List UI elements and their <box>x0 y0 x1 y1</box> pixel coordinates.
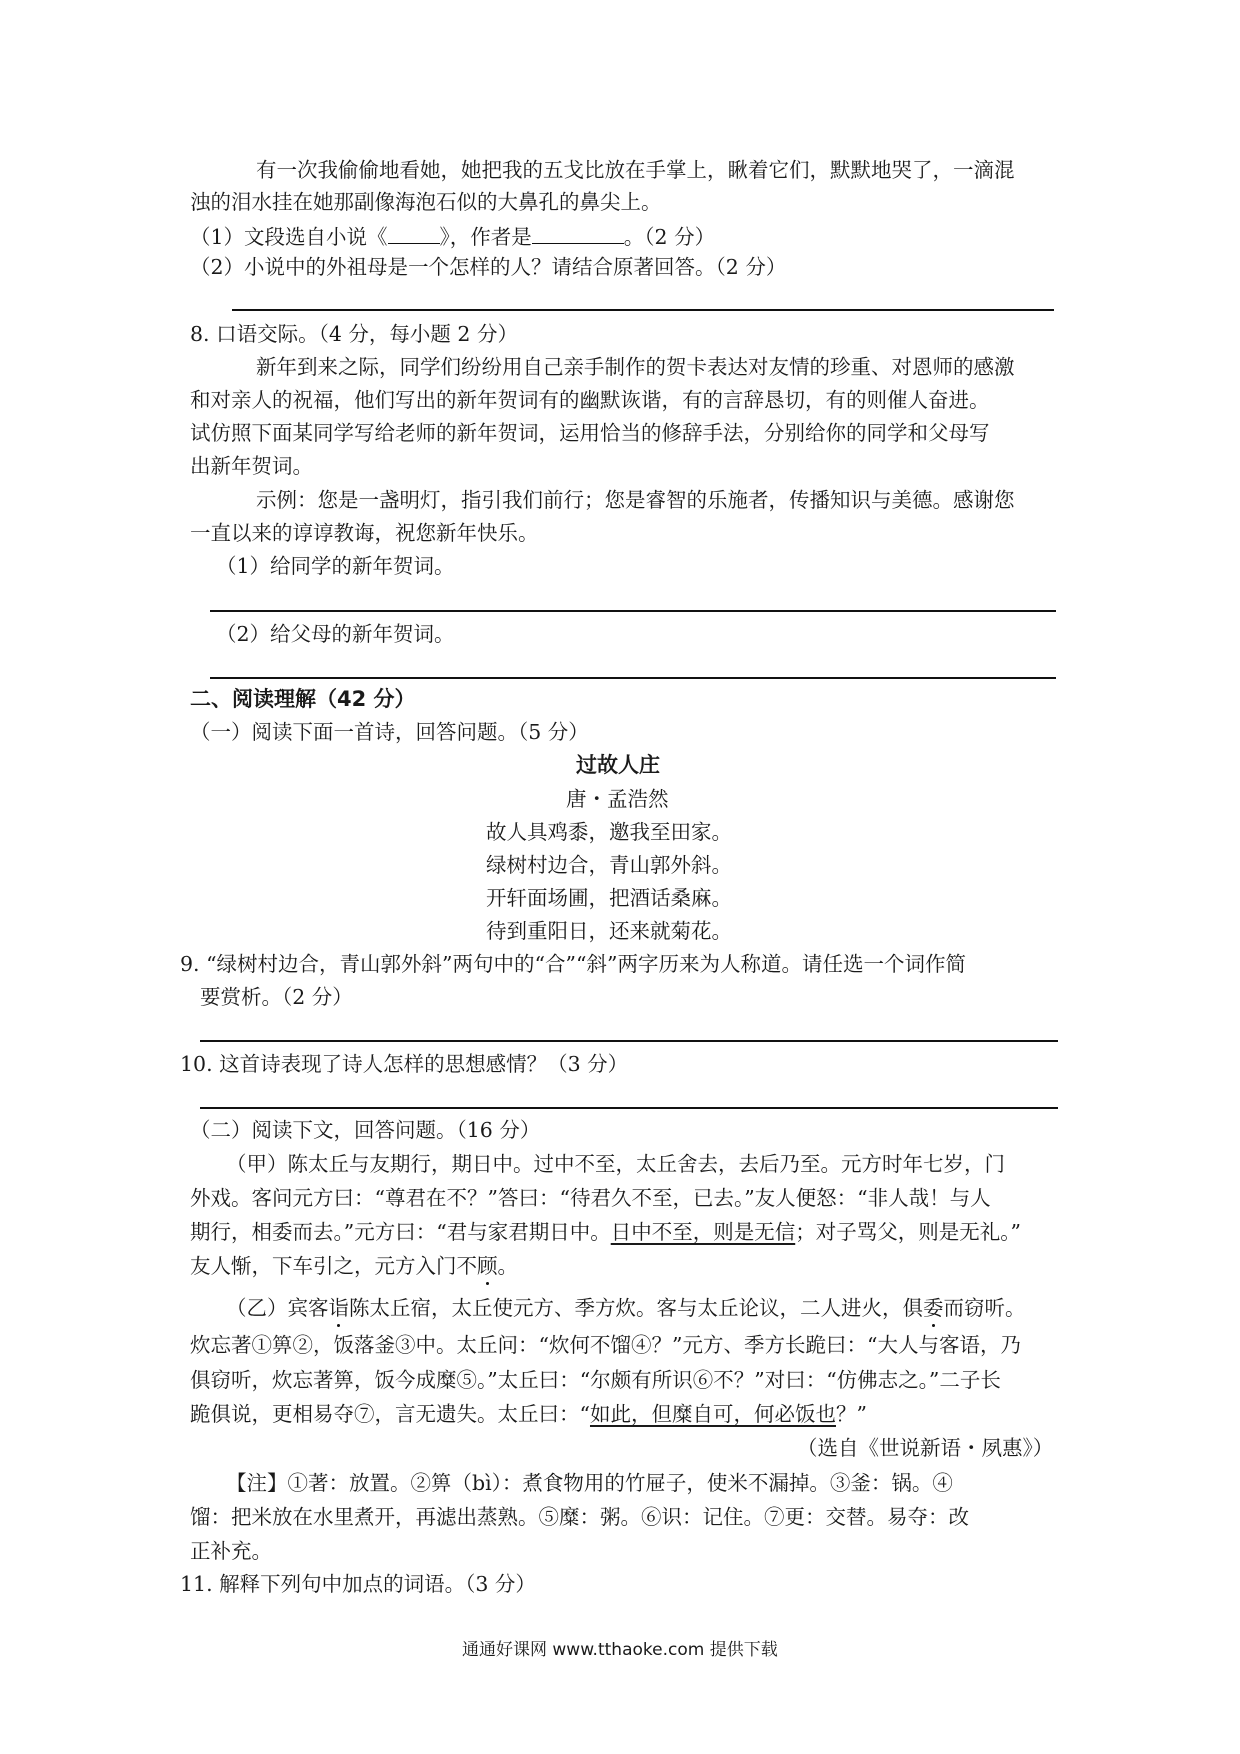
text-fragment: 陈太丘宿，太丘使元方、季方炊。客与太丘论议，二人进火，俱 <box>349 1296 923 1320</box>
question-text: 》，作者是 <box>439 225 532 249</box>
note-line: 馏：把米放在水里煮开，再滤出蒸熟。⑤糜：粥。⑥识：记住。⑦更：交替。易夺：改 <box>190 1505 969 1529</box>
text-fragment: ？” <box>835 1402 867 1426</box>
text-fragment: （乙）宾客 <box>226 1296 329 1320</box>
note-line: 正补充。 <box>190 1539 272 1563</box>
question-10: 10. 这首诗表现了诗人怎样的思想感情？（3 分） <box>180 1052 629 1076</box>
answer-blank-author[interactable] <box>532 225 624 244</box>
paragraph-line: 新年到来之际，同学们纷纷用自己亲手制作的贺卡表达对友情的珍重、对恩师的感激 <box>256 355 1015 379</box>
question-8-1: （1）给同学的新年贺词。 <box>216 554 455 578</box>
answer-line[interactable] <box>232 309 1054 311</box>
poem-title: 过故人庄 <box>576 753 660 777</box>
answer-line[interactable] <box>210 610 1056 612</box>
dotted-word: 顾 <box>477 1254 498 1278</box>
answer-line[interactable] <box>200 1040 1058 1042</box>
dotted-word: 委 <box>923 1296 944 1320</box>
text-fragment: 期行，相委而去。”元方曰：“君与家君期日中。 <box>190 1220 611 1244</box>
underlined-sentence: 如此，但糜自可，何必饭也 <box>589 1402 836 1426</box>
passage-line: 浊的泪水挂在她那副像海泡石似的大鼻孔的鼻尖上。 <box>190 190 662 214</box>
text-jia-line: （甲）陈太丘与友期行，期日中。过中不至，太丘舍去，去后乃至。元方时年七岁，门 <box>226 1152 1005 1176</box>
text-fragment: ；对子骂父，则是无礼。” <box>795 1220 1021 1244</box>
question-8-title: 8. 口语交际。（4 分，每小题 2 分） <box>190 322 518 346</box>
answer-line[interactable] <box>200 1107 1058 1109</box>
dotted-word: 诣 <box>328 1296 349 1320</box>
text-yi-line <box>190 1404 867 1425</box>
text-yi-line: 俱窃听，炊忘著箅，饭今成糜⑤。”太丘曰：“尔颇有所识⑥不？”对曰：“仿佛志之。”二子长 <box>190 1368 1001 1392</box>
poem-line: 绿树村边合，青山郭外斜。 <box>486 853 732 877</box>
question-11: 11. 解释下列句中加点的词语。（3 分） <box>180 1572 536 1596</box>
source-citation: （选自《世说新语・夙惠》） <box>797 1436 1054 1460</box>
text-jia-line <box>190 1222 1021 1243</box>
paragraph-line: 试仿照下面某同学写给老师的新年贺词，运用恰当的修辞手法，分别给你的同学和父母写 <box>190 421 990 445</box>
note-line: 【注】①著：放置。②箅（bì）：煮食物用的竹屉子，使米不漏掉。③釜：锅。④ <box>226 1471 953 1495</box>
paragraph-line: 出新年贺词。 <box>190 454 313 478</box>
answer-blank-title[interactable] <box>388 225 440 244</box>
question-7-2: （2）小说中的外祖母是一个怎样的人？请结合原著回答。（2 分） <box>190 255 787 279</box>
text-jia-line <box>190 1256 518 1277</box>
text-yi-line: 炊忘著①箅②，饭落釜③中。太丘问：“炊何不馏④？”元方、季方长跪曰：“大人与客语，乃 <box>190 1333 1021 1357</box>
text-fragment: 跪俱说，更相易夺⑦，言无遗失。太丘曰：“ <box>190 1402 590 1426</box>
text-yi-line <box>226 1298 1026 1319</box>
part-title: （二）阅读下文，回答问题。（16 分） <box>190 1118 541 1142</box>
question-text: （1）文段选自小说《 <box>190 225 388 249</box>
text-fragment: 友人惭，下车引之，元方入门不 <box>190 1254 477 1278</box>
question-7-1 <box>190 225 715 248</box>
question-9: 9. “绿树村边合，青山郭外斜”两句中的“合”“斜”两字历来为人称道。请任选一个词作简 <box>180 952 966 976</box>
footer-credit: 通通好课网 www.tthaoke.com 提供下载 <box>462 1640 778 1660</box>
poem-line: 故人具鸡黍，邀我至田家。 <box>486 820 732 844</box>
poem-line: 待到重阳日，还来就菊花。 <box>486 919 732 943</box>
question-9-cont: 要赏析。（2 分） <box>200 985 353 1009</box>
question-8-2: （2）给父母的新年贺词。 <box>216 622 455 646</box>
text-fragment: 。 <box>497 1254 518 1278</box>
poem-author: 唐・孟浩然 <box>566 787 669 811</box>
text-fragment: 而窃听。 <box>943 1296 1026 1320</box>
paragraph-line: 和对亲人的祝福，他们写出的新年贺词有的幽默诙谐，有的言辞恳切，有的则催人奋进。 <box>190 388 990 412</box>
text-jia-line: 外戏。客问元方曰：“尊君在不？”答曰：“待君久不至，已去。”友人便怒：“非人哉！与人 <box>190 1186 991 1210</box>
part-title: （一）阅读下面一首诗，回答问题。（5 分） <box>190 720 589 744</box>
example-line: 示例：您是一盏明灯，指引我们前行；您是睿智的乐施者，传播知识与美德。感谢您 <box>256 488 1015 512</box>
passage-line: 有一次我偷偷地看她，她把我的五戈比放在手掌上，瞅着它们，默默地哭了，一滴混 <box>256 158 1015 182</box>
section-heading: 二、阅读理解（42 分） <box>190 687 416 711</box>
example-line: 一直以来的谆谆教诲，祝您新年快乐。 <box>190 521 539 545</box>
question-text: 。（2 分） <box>623 225 716 249</box>
answer-line[interactable] <box>210 677 1056 679</box>
poem-line: 开轩面场圃，把酒话桑麻。 <box>486 886 732 910</box>
underlined-sentence: 日中不至，则是无信 <box>610 1220 796 1244</box>
